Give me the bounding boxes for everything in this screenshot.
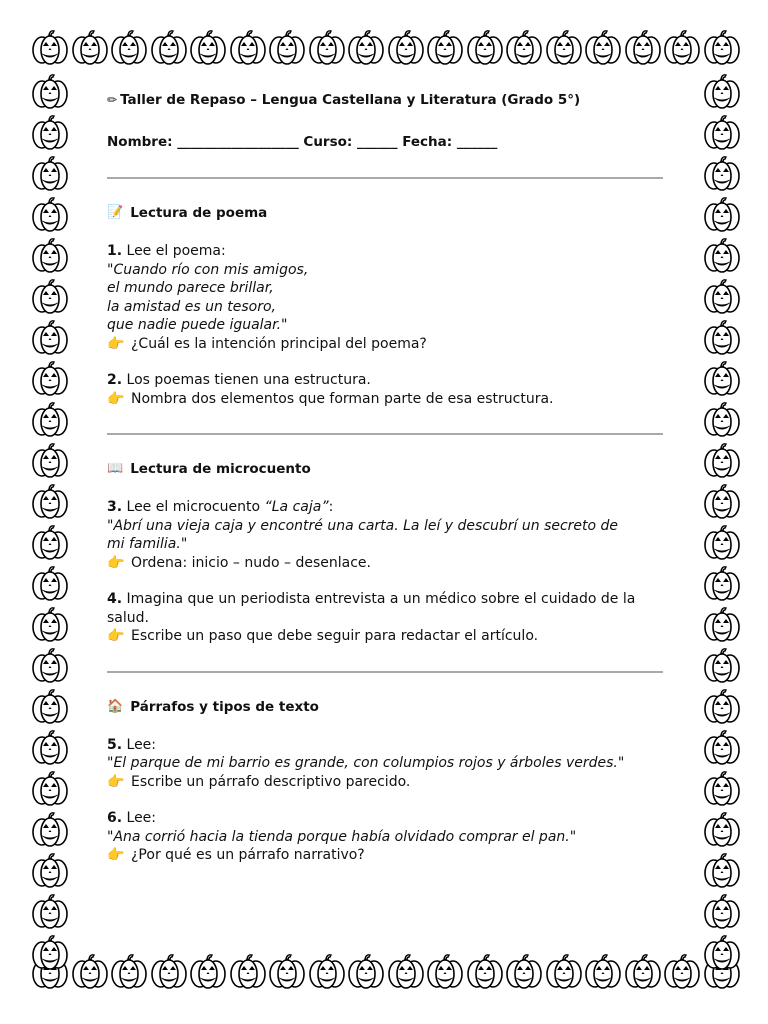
pumpkin-icon xyxy=(702,72,742,112)
memo-icon: 📝 xyxy=(107,205,124,220)
pumpkin-icon xyxy=(702,195,742,235)
pumpkin-icon xyxy=(465,952,505,992)
pumpkin-border-right xyxy=(698,0,746,1024)
pumpkin-icon xyxy=(702,769,742,809)
pumpkin-border-left xyxy=(26,0,74,1024)
pumpkin-icon xyxy=(30,195,70,235)
pumpkin-icon xyxy=(662,28,702,68)
pumpkin-icon xyxy=(346,28,386,68)
pumpkin-icon xyxy=(702,687,742,727)
pumpkin-icon xyxy=(30,769,70,809)
pumpkin-icon xyxy=(30,851,70,891)
pumpkin-icon xyxy=(346,952,386,992)
pumpkin-icon xyxy=(30,728,70,768)
section-title-parrafos: 🏠 Párrafos y tipos de texto xyxy=(107,698,319,715)
pumpkin-icon xyxy=(267,952,307,992)
pumpkin-icon xyxy=(30,72,70,112)
pumpkin-icon xyxy=(30,277,70,317)
pumpkin-icon xyxy=(702,933,742,973)
pumpkin-icon xyxy=(702,277,742,317)
pointing-hand-icon: 👉 xyxy=(107,847,125,863)
pumpkin-icon xyxy=(425,28,465,68)
pumpkin-icon xyxy=(188,952,228,992)
pumpkin-icon xyxy=(702,154,742,194)
student-info-line: Nombre: __________________ Curso: ______ Fecha: ______ xyxy=(107,134,498,150)
pumpkin-icon xyxy=(583,952,623,992)
pumpkin-border-bottom xyxy=(0,952,768,992)
question-5: 5. Lee: "El parque de mi barrio es grande, con columpios rojos y árboles verdes." 👉 Escribe un párrafo descriptivo parecido. xyxy=(107,736,667,792)
pumpkin-icon xyxy=(544,952,584,992)
pumpkin-icon xyxy=(623,28,663,68)
pumpkin-icon xyxy=(30,687,70,727)
pumpkin-icon xyxy=(267,28,307,68)
pumpkin-icon xyxy=(307,952,347,992)
story-line: "Abrí una vieja caja y encontré una carta. La leí y descubrí un secreto de xyxy=(107,517,619,534)
pumpkin-icon xyxy=(702,236,742,276)
pumpkin-icon xyxy=(30,236,70,276)
pumpkin-icon xyxy=(386,952,426,992)
pumpkin-icon xyxy=(149,952,189,992)
pumpkin-icon xyxy=(30,441,70,481)
pumpkin-icon xyxy=(702,564,742,604)
pumpkin-icon xyxy=(188,28,228,68)
pumpkin-icon xyxy=(30,564,70,604)
pumpkin-icon xyxy=(30,318,70,358)
pumpkin-icon xyxy=(386,28,426,68)
poem-line: la amistad es un tesoro, xyxy=(107,298,277,315)
worksheet xyxy=(107,90,667,865)
pumpkin-icon xyxy=(702,482,742,522)
section-title-microcuento: 📖 Lectura de microcuento xyxy=(107,461,311,477)
pumpkin-icon xyxy=(583,28,623,68)
pumpkin-icon xyxy=(109,28,149,68)
story-line: mi familia." xyxy=(107,536,188,552)
worksheet-title: ✏ Taller de Repaso – Lengua Castellana y Literatura (Grado 5°) xyxy=(107,92,581,108)
pointing-hand-icon: 👉 xyxy=(107,390,125,407)
pumpkin-icon xyxy=(30,154,70,194)
question-4: 4. Imagina que un periodista entrevista a un médico sobre el cuidado de la salud. 👉 Escribe un paso que debe seguir para redactar el artículo. xyxy=(107,591,636,644)
pumpkin-icon xyxy=(702,523,742,563)
pumpkin-icon xyxy=(30,892,70,932)
question-1: 1. Lee el poema: "Cuando río con mis amigos, el mundo parece brillar, la amistad es un tesoro, que nadie puede igualar." 👉 ¿Cuál es la intención principal del poema? xyxy=(107,242,667,353)
pumpkin-icon xyxy=(702,851,742,891)
pumpkin-icon xyxy=(623,952,663,992)
pointing-hand-icon: 👉 xyxy=(107,335,125,352)
pumpkin-icon xyxy=(70,952,110,992)
pumpkin-icon xyxy=(425,952,465,992)
section-title-poema: 📝 Lectura de poema xyxy=(107,205,268,221)
divider xyxy=(107,177,663,179)
pointing-hand-icon: 👉 xyxy=(107,773,125,790)
pumpkin-icon xyxy=(30,113,70,153)
pumpkin-icon xyxy=(702,892,742,932)
pumpkin-icon xyxy=(702,646,742,686)
pumpkin-icon xyxy=(228,28,268,68)
pumpkin-icon xyxy=(30,646,70,686)
pumpkin-icon xyxy=(702,400,742,440)
pumpkin-icon xyxy=(504,952,544,992)
pumpkin-icon xyxy=(702,359,742,399)
poem-line: "Cuando río con mis amigos, xyxy=(107,261,309,278)
quote-line: "Ana corrió hacia la tienda porque había olvidado comprar el pan." xyxy=(107,828,577,845)
pumpkin-icon xyxy=(702,441,742,481)
divider xyxy=(107,433,663,435)
pumpkin-icon xyxy=(702,728,742,768)
pumpkin-icon xyxy=(228,952,268,992)
house-icon: 🏠 xyxy=(107,698,124,714)
pumpkin-icon xyxy=(30,400,70,440)
pumpkin-icon xyxy=(702,605,742,645)
question-2: 2. Los poemas tienen una estructura. 👉 Nombra dos elementos que forman parte de esa estructura. xyxy=(107,372,554,407)
pumpkin-icon xyxy=(465,28,505,68)
pumpkin-icon xyxy=(30,810,70,850)
pumpkin-icon xyxy=(504,28,544,68)
poem-line: que nadie puede igualar." xyxy=(107,317,288,333)
pumpkin-icon xyxy=(109,952,149,992)
pumpkin-icon xyxy=(149,28,189,68)
pumpkin-icon xyxy=(702,318,742,358)
pumpkin-icon xyxy=(544,28,584,68)
pumpkin-icon xyxy=(30,523,70,563)
pumpkin-icon xyxy=(307,28,347,68)
pumpkin-icon xyxy=(662,952,702,992)
poem-line: el mundo parece brillar, xyxy=(107,280,274,296)
pumpkin-border-top xyxy=(0,28,768,68)
pointing-hand-icon: 👉 xyxy=(107,628,125,644)
pencil-icon: ✏ xyxy=(107,93,118,107)
pumpkin-icon xyxy=(702,810,742,850)
question-6: 6. Lee: "Ana corrió hacia la tienda porque había olvidado comprar el pan." 👉 ¿Por qué es un párrafo narrativo? xyxy=(107,809,667,865)
pumpkin-icon xyxy=(30,482,70,522)
pointing-hand-icon: 👉 xyxy=(107,554,125,571)
pumpkin-icon xyxy=(70,28,110,68)
pumpkin-icon xyxy=(30,359,70,399)
pumpkin-icon xyxy=(30,605,70,645)
question-3: 3. Lee el microcuento “La caja”: "Abrí una vieja caja y encontré una carta. La leí y descubrí un secreto de mi familia." 👉 Ordena: inicio – nudo – desenlace. xyxy=(107,498,667,572)
pumpkin-icon xyxy=(702,113,742,153)
divider xyxy=(107,671,663,673)
book-icon: 📖 xyxy=(107,461,124,476)
quote-line: "El parque de mi barrio es grande, con columpios rojos y árboles verdes." xyxy=(107,755,625,771)
pumpkin-icon xyxy=(30,933,70,973)
